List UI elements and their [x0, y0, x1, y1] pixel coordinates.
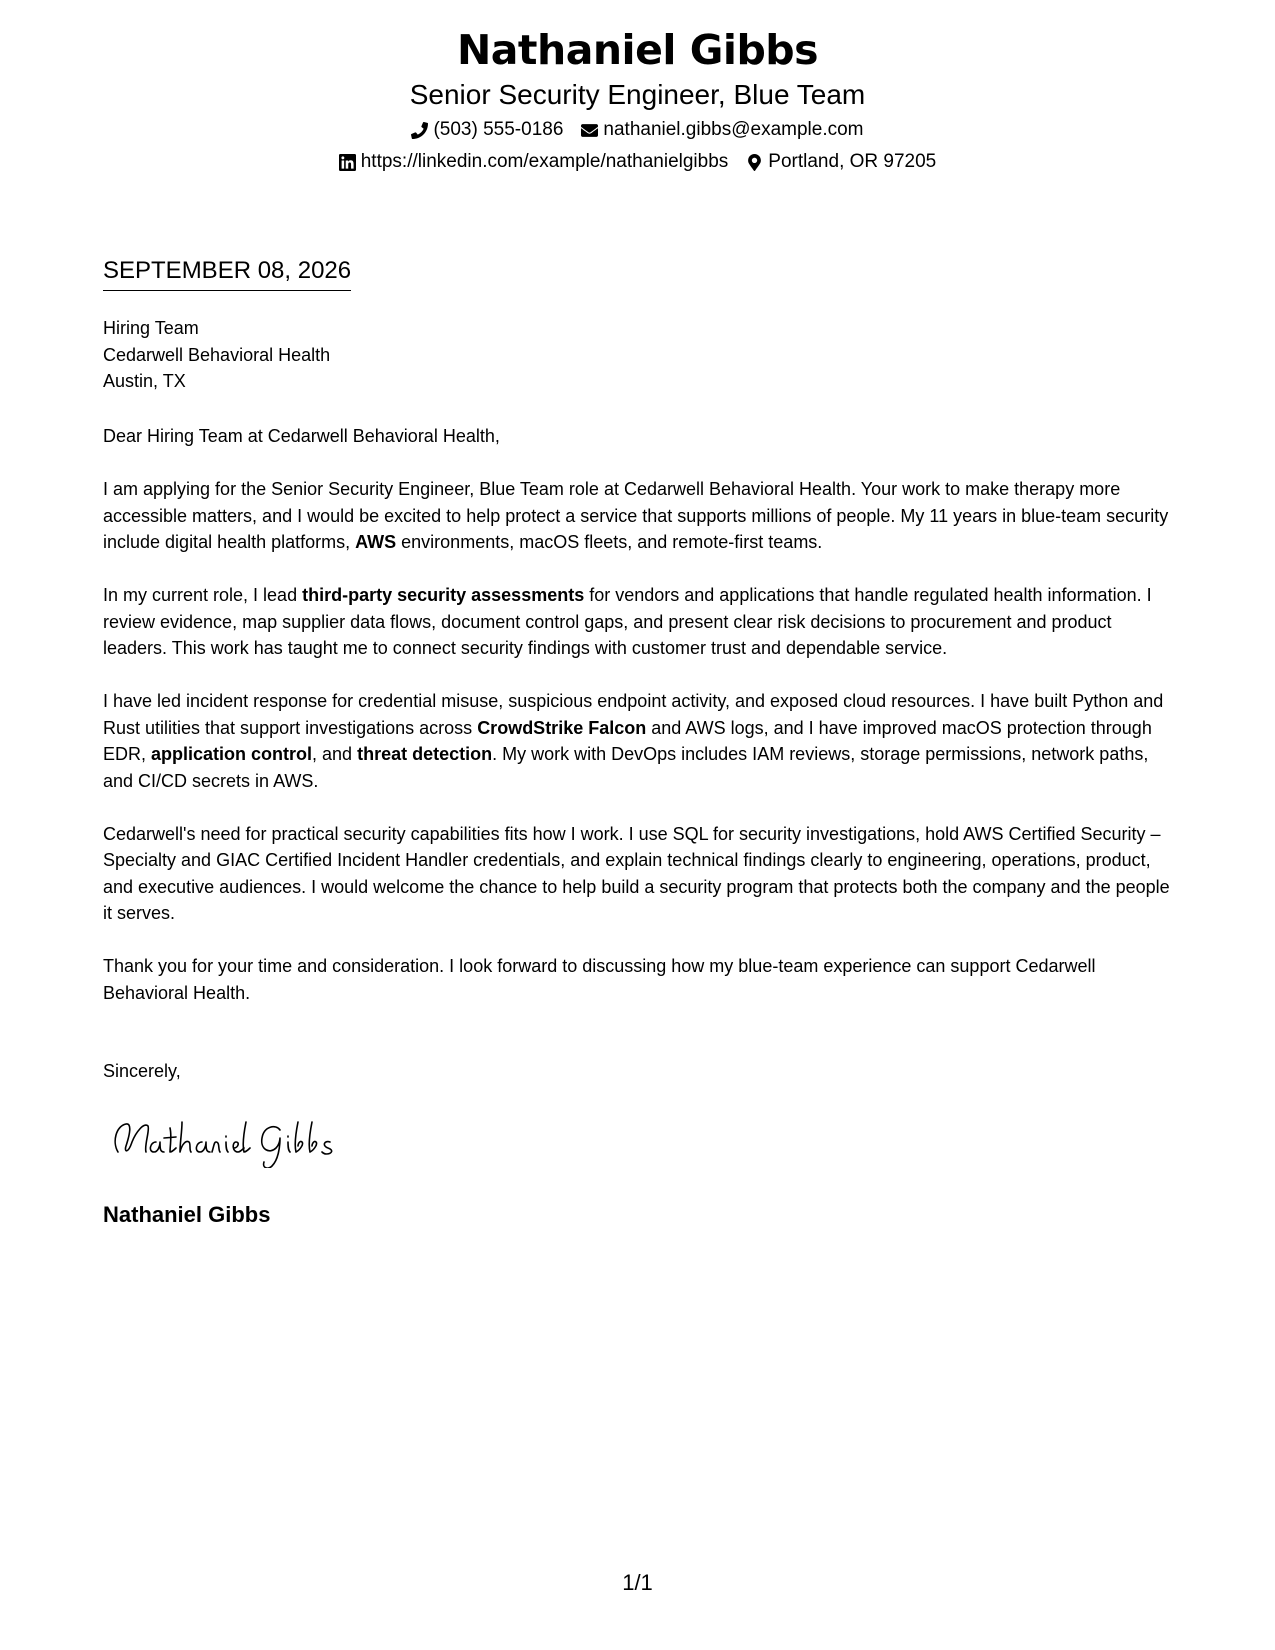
phone-icon	[411, 122, 428, 139]
paragraph-1-bold-aws: AWS	[355, 532, 397, 552]
greeting: Dear Hiring Team at Cedarwell Behavioral Health,	[103, 426, 500, 446]
recipient-line-2: Cedarwell Behavioral Health	[103, 344, 331, 365]
location-text: Portland, OR 97205	[768, 151, 937, 172]
recipient-block	[103, 315, 330, 395]
phone-text: (503) 555-0186	[433, 119, 564, 140]
paragraph-4: Cedarwell's need for practical security capabilities fits how I work. I use SQL for security investigations, hold AWS Certified Security – Specialty and GIAC Certified Incident Handler credentials, and explain technical findings clearly to engineering, operations, product, and executive audiences. I would welcome the chance to help build a security program that protects both the company and the people it serves.	[103, 823, 1170, 923]
letter-body	[103, 423, 1178, 1033]
contact-row-1	[0, 117, 1275, 143]
signer-name: Nathaniel Gibbs	[103, 1202, 271, 1227]
paragraph-2-text-a: In my current role, I lead	[103, 585, 303, 605]
linkedin-icon	[339, 154, 356, 171]
paragraph-3-bold-app-control: application control	[151, 744, 313, 764]
map-marker-icon	[746, 154, 763, 171]
closing: Sincerely,	[103, 1061, 181, 1081]
email-text[interactable]: nathaniel.gibbs@example.com	[603, 119, 864, 140]
location-contact	[746, 149, 936, 175]
paragraph-3-bold-threat-detection: threat detection	[357, 744, 493, 764]
paragraph-3-text-g: . My work with DevOps includes IAM reviews, storage permissions, network paths, and CI/CD secrets in AWS.	[103, 744, 1149, 791]
contact-row-2	[0, 149, 1275, 175]
paragraph-3-text-a: I have led incident response for credential misuse, suspicious endpoint activity, and exposed cloud resources. I have built Python and Rust utilities that support investigations across	[103, 691, 1164, 738]
linkedin-contact[interactable]	[339, 149, 729, 175]
paragraph-3-bold-crowdstrike: CrowdStrike Falcon	[477, 717, 647, 738]
paragraph-3	[103, 688, 1178, 794]
recipient-line-1: Hiring Team	[103, 318, 199, 338]
page-number: 1/1	[622, 1570, 653, 1595]
paragraph-2	[103, 582, 1178, 662]
paragraph-3-text-c: and AWS logs, and I have improved macOS protection through EDR,	[103, 717, 1152, 764]
handwritten-signature	[104, 1112, 364, 1168]
paragraph-3-text-e: , and	[312, 744, 358, 764]
paragraph-5: Thank you for your time and consideration. I look forward to discussing how my blue-team experience can support Cedarwell Behavioral Health.	[103, 956, 1096, 1003]
sender-title: Senior Security Engineer, Blue Team	[409, 79, 866, 110]
paragraph-1	[103, 476, 1178, 556]
paragraph-1-text-c: environments, macOS fleets, and remote-first teams.	[396, 532, 823, 552]
phone-contact	[411, 117, 563, 143]
linkedin-text[interactable]: https://linkedin.com/example/nathanielgibbs	[360, 151, 729, 172]
envelope-icon	[581, 122, 598, 139]
email-contact[interactable]	[581, 117, 863, 143]
paragraph-2-bold-assessments: third-party security assessments	[302, 585, 585, 605]
paragraph-1-text-a: I am applying for the Senior Security Engineer, Blue Team role at Cedarwell Behavioral Health. Your work to make therapy more accessible matters, and I would be excited to help protect a service that supports millions of people. My 11 years in blue-team security include digital health platforms,	[103, 479, 1169, 552]
letter-date: SEPTEMBER 08, 2026	[103, 255, 351, 291]
recipient-line-3: Austin, TX	[103, 371, 186, 391]
paragraph-2-text-c: for vendors and applications that handle regulated health information. I review evidence, map supplier data flows, document control gaps, and present clear risk decisions to procurement and product leaders. This work has taught me to connect security findings with customer trust and dependable service.	[103, 585, 1152, 658]
letter-header	[0, 22, 1275, 175]
sender-name: Nathaniel Gibbs	[456, 26, 819, 74]
